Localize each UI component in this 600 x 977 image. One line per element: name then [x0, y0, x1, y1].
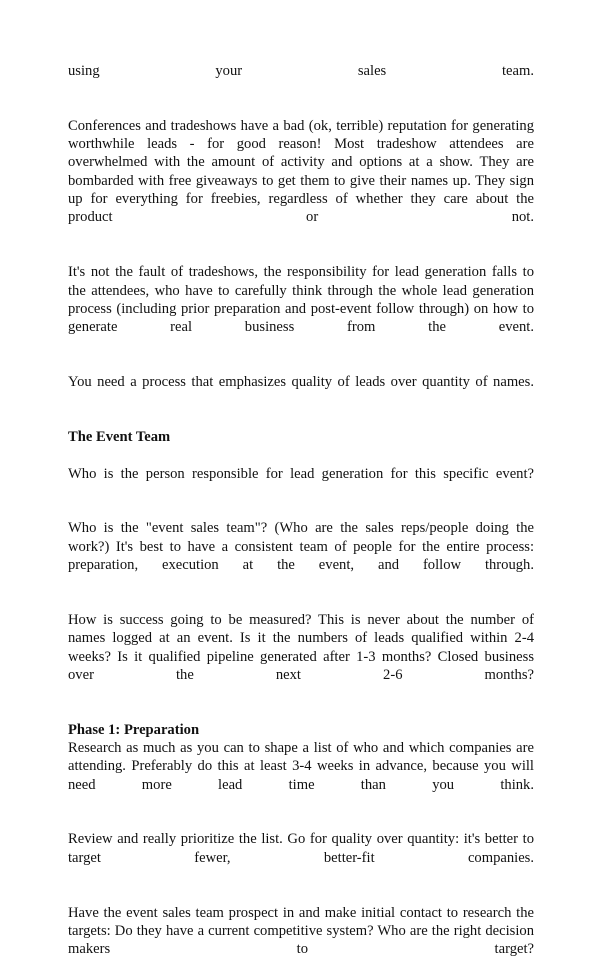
heading-phase-1-preparation: Phase 1: Preparation [68, 721, 200, 738]
paragraph-how-is-success-measured: How is success going to be measured? This is never about the number of names logged at an event. Is it the numbers of leads qualified within 2-4 weeks? Is it qualified pipeline generated after 1-3 months? Closed business over the next 2-6 months? [68, 611, 534, 683]
document-text-column [68, 62, 534, 977]
paragraph-conferences-tradeshows: Conferences and tradeshows have a bad (ok, terrible) reputation for generating worthwhile leads - for good reason! Most tradeshow attendees are overwhelmed with the amount of activity and options at a show. They are bombarded with free giveaways to get them to give their names up. They sign up for everything for freebies, regardless of whether they care about the product or not. [68, 117, 534, 226]
paragraph-review-and-prioritize: Review and really prioritize the list. Go for quality over quantity: it's better to target fewer, better-fit companies. [68, 831, 534, 866]
paragraph-not-the-fault-of-tradeshows: It's not the fault of tradeshows, the responsibility for lead generation falls to the attendees, who have to carefully think through the whole lead generation process (including prior preparation and post-event follow through) on how to generate real business from the event. [68, 264, 534, 336]
paragraph-who-is-responsible: Who is the person responsible for lead generation for this specific event? [68, 465, 534, 482]
paragraph-using-your-sales-team: using your sales team. [68, 63, 534, 79]
paragraph-have-event-sales-team-prospect: Have the event sales team prospect in and make initial contact to research the targets: Do they have a current competitive system? Who are the right decision makers to target? [68, 904, 534, 958]
paragraph-quality-over-quantity: You need a process that emphasizes quality of leads over quantity of names. [68, 374, 534, 391]
paragraph-who-is-event-sales-team: Who is the "event sales team"? (Who are the sales reps/people doing the work?) It's best to have a consistent team of people for the entire process: preparation, execution at the event, and follow through. [68, 520, 534, 574]
heading-the-event-team: The Event Team [68, 428, 171, 445]
paragraph-research-as-much-as-you-can: Research as much as you can to shape a list of who and which companies are attending. Preferably do this at least 3-4 weeks in advance, because you will need more lead time than you think. [68, 739, 534, 793]
